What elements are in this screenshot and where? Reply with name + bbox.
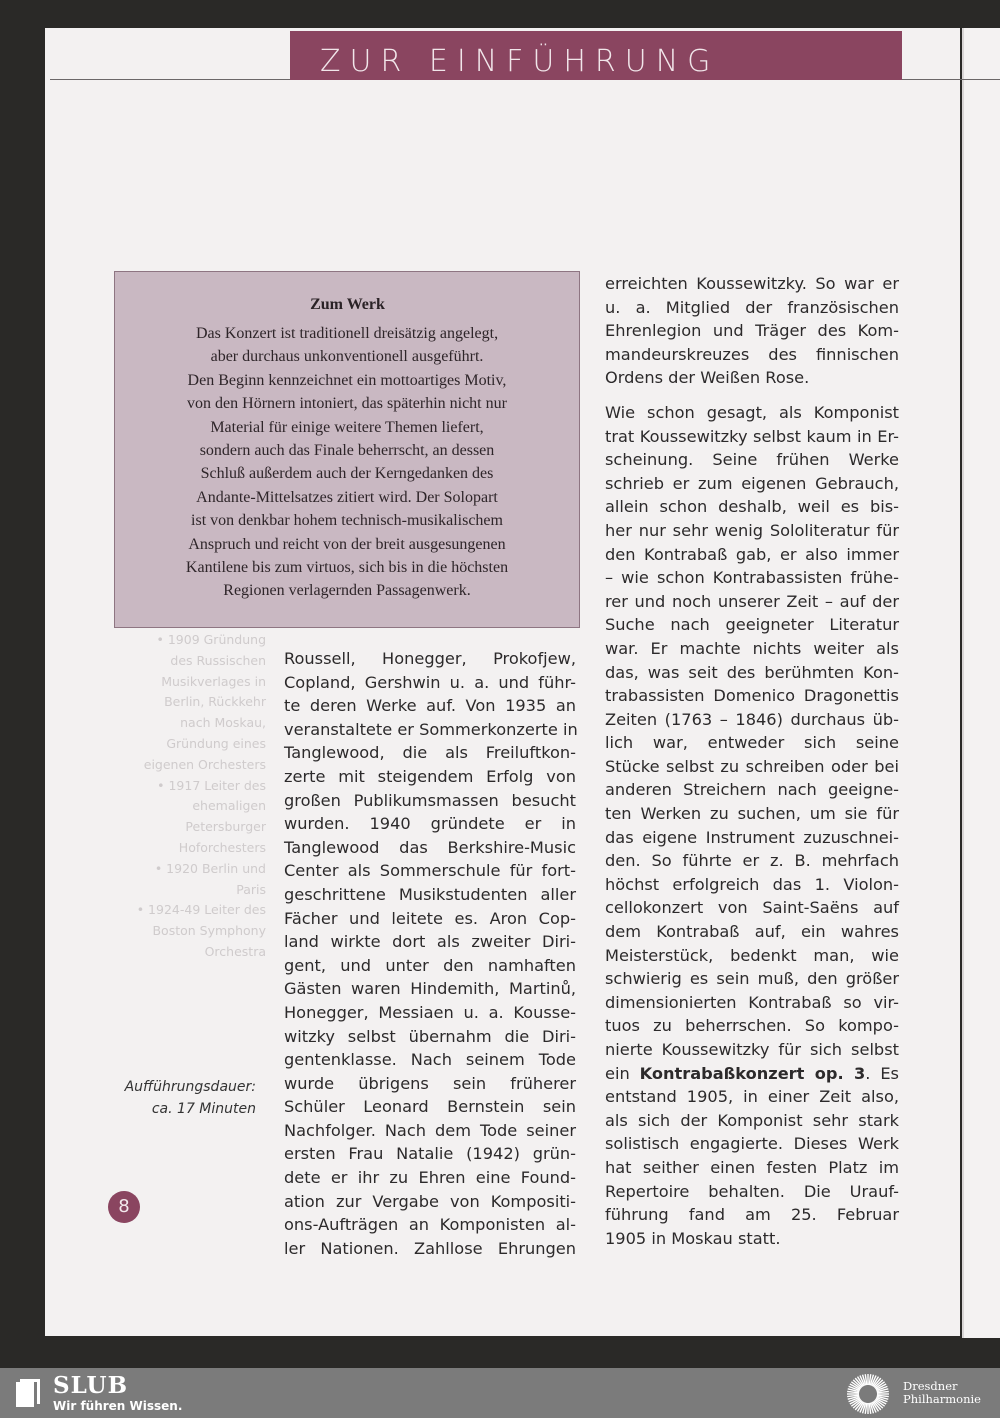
text-line: Ordens der Weißen Rose.	[605, 368, 810, 388]
work-title-bold: Kontrabaßkonzert op. 3	[639, 1063, 866, 1083]
text-line: entstand 1905, in einer Zeit also,	[605, 1087, 899, 1107]
duration-label: Aufführungsdauer:	[124, 1079, 256, 1095]
text-line: solistisch engagierte. Dieses Werk	[605, 1134, 899, 1154]
text-line: Ehrenlegion und Träger des Kom-	[605, 321, 899, 341]
ghost-line: • 1920 Berlin und	[154, 860, 266, 876]
ghost-line: Petersburger	[185, 819, 266, 835]
duration-value: ca. 17 Minuten	[151, 1101, 256, 1117]
ghost-line: • 1909 Gründung	[156, 632, 266, 647]
text-line: tuos zu beherrschen. So kompo-	[605, 1016, 899, 1036]
info-box-line: Material für einige weitere Themen liefert,	[210, 418, 484, 436]
info-box-line: Anspruch und reicht von der breit ausgesungenen	[188, 535, 506, 553]
next-page-edge	[962, 28, 1000, 1338]
info-box-line: Kantilene bis zum virtuos, sich bis in die höchsten	[185, 559, 509, 577]
text-line: Copland, Gershwin u. a. und führ-	[284, 672, 576, 692]
text-line: witzky selbst übernahm die Diri-	[284, 1026, 576, 1046]
text-line: den. So führte er z. B. mehrfach	[605, 851, 899, 871]
text-line: ons-Aufträgen an Komponisten al-	[284, 1215, 576, 1235]
ghost-line: • 1924-49 Leiter des	[136, 902, 266, 918]
text-line: dete er ihr zu Ehren eine Found-	[284, 1168, 576, 1188]
partner-name-line1: Dresdner	[903, 1379, 958, 1393]
info-box-heading: Zum Werk	[310, 296, 385, 313]
info-box-line: von den Hörnern intoniert, das späterhin nicht nur	[187, 395, 507, 413]
text-line: Tanglewood das Berkshire-Music	[284, 837, 576, 857]
text-line: schrieb er zum eigenen Gebrauch,	[605, 473, 899, 493]
text-line: veranstaltete er Sommerkonzerte in	[284, 719, 578, 739]
ghost-line: Berlin, Rückkehr	[164, 694, 266, 710]
text-line: ten Werken zu suchen, um sie für	[605, 804, 899, 824]
text-line: rer und noch unserer Zeit – auf der	[605, 591, 899, 611]
text-line: Roussell, Honegger, Prokofjew,	[284, 649, 576, 668]
info-box-line: Den Beginn kennzeichnet ein mottoartiges Motiv,	[187, 371, 507, 389]
middle-column-text	[284, 647, 576, 1260]
text-line: Suche nach geeigneter Literatur	[605, 615, 899, 635]
footer-bar	[0, 1368, 1000, 1418]
text-line: mandeurskreuzes des finnischen	[605, 344, 899, 364]
text-line-with-bold	[605, 1062, 899, 1086]
text-line: das eigene Instrument zuzuschnei-	[605, 827, 899, 847]
text-line: ation zur Vergabe von Kompositi-	[284, 1191, 576, 1211]
text-line: erreichten Koussewitzky. So war er	[605, 274, 899, 293]
paragraph-gap	[605, 390, 899, 401]
text-line: lich war, entweder sich seine	[605, 733, 899, 753]
philharmonie-logo-icon[interactable]	[842, 1372, 894, 1416]
text-line: Repertoire behalten. Die Urauf-	[605, 1181, 899, 1201]
text-line: ersten Frau Natalie (1942) grün-	[284, 1144, 576, 1164]
partner-name[interactable]	[903, 1380, 981, 1406]
text-line: Wie schon gesagt, als Komponist	[605, 402, 899, 422]
text-line: gent, und unter den namhaften	[284, 955, 576, 975]
text-line: großen Publikumsmassen besucht	[284, 790, 576, 810]
info-box-line: Andante-Mittelsatzes zitiert wird. Der Solopart	[196, 488, 498, 506]
ghost-line: des Russischen	[170, 652, 266, 668]
text-line: Fächer und leitete es. Aron Cop-	[284, 908, 576, 928]
text-line: ler Nationen. Zahllose Ehrungen	[284, 1238, 576, 1258]
text-line: trat Koussewitzky selbst kaum in Er-	[605, 426, 899, 446]
text-line: Honegger, Messiaen u. a. Kousse-	[284, 1002, 576, 1022]
info-box-line: aber durchaus unkonventionell ausgeführt.	[210, 348, 484, 366]
section-title: ZUR EINFÜHRUNG	[320, 44, 720, 79]
text-line: cellokonzert von Saint-Saëns auf	[605, 898, 899, 918]
text-line: führung fand am 25. Februar	[605, 1205, 899, 1225]
text-line: land wirkte dort als zweiter Diri-	[284, 932, 576, 952]
text-line: – wie schon Kontrabassisten frühe-	[605, 568, 899, 588]
ghost-line: Orchestra	[204, 943, 266, 959]
text-line: schwierig es sein muß, den größer	[605, 969, 899, 989]
ghost-line: eigenen Orchesters	[143, 756, 266, 772]
partner-name-line2: Philharmonie	[903, 1392, 981, 1406]
text-line: zerte mit steigendem Erfolg von	[284, 766, 576, 786]
info-box-line: Regionen verlagernden Passagenwerk.	[223, 582, 471, 600]
text-line: dem Kontrabaß auf, ein wahres	[605, 922, 899, 942]
ghost-line: nach Moskau,	[180, 715, 266, 731]
info-box-text	[114, 322, 580, 603]
text-line: Center als Sommerschule für fort-	[284, 861, 576, 881]
text-line: anderen Streichern nach geeigne-	[605, 780, 899, 800]
text-line: hat seither einen festen Platz im	[605, 1157, 899, 1177]
page-number-badge: 8	[108, 1191, 140, 1223]
text-line: her nur sehr wenig Sololiteratur für	[605, 520, 899, 540]
text-line: scheinung. Seine frühen Werke	[605, 450, 899, 470]
text-line: wurden. 1940 gründete er in	[284, 814, 576, 834]
text-run: ein	[605, 1063, 640, 1083]
text-line: Stücke selbst zu schreiben oder bei	[605, 756, 899, 776]
text-line: allein schon deshalb, weil es bis-	[605, 497, 899, 517]
ghost-line: Gründung eines	[166, 735, 266, 751]
ghost-line: Musikverlages in	[161, 673, 266, 689]
text-line: geschrittene Musikstudenten aller	[284, 884, 576, 904]
performance-duration	[100, 1076, 256, 1120]
slub-logo-text[interactable]: SLUB	[53, 1372, 129, 1399]
ghost-line: Boston Symphony	[152, 923, 266, 939]
text-line: Schüler Leonard Bernstein sein	[284, 1097, 576, 1117]
text-line: trabassisten Domenico Dragonettis	[605, 686, 899, 706]
text-line: Gästen waren Hindemith, Martinů,	[284, 979, 576, 999]
text-line: war. Er machte nichts weiter als	[605, 638, 899, 658]
ghost-line: • 1917 Leiter des	[157, 777, 266, 793]
info-box-line: ist von denkbar hohem technisch-musikalischem	[191, 512, 503, 530]
text-line: Zeiten (1763 – 1846) durchaus üb-	[605, 709, 899, 729]
ghost-line: ehemaligen	[192, 798, 266, 814]
slub-logo-icon	[14, 1377, 42, 1409]
text-line: u. a. Mitglied der französischen	[605, 297, 899, 317]
text-line: dimensionierten Kontrabaß so vir-	[605, 992, 899, 1012]
text-line: Nachfolger. Nach dem Tode seiner	[284, 1120, 576, 1140]
text-line: te deren Werke auf. Von 1935 an	[284, 696, 576, 716]
slub-tagline: Wir führen Wissen.	[53, 1399, 183, 1413]
text-line: gentenklasse. Nach seinem Tode	[284, 1050, 576, 1070]
show-through-text	[116, 630, 266, 963]
text-line: Tanglewood, die als Freiluftkon-	[284, 743, 576, 763]
text-line: 1905 in Moskau statt.	[605, 1228, 781, 1248]
text-line: wurde übrigens sein früherer	[284, 1073, 576, 1093]
right-column-text	[605, 272, 899, 1250]
text-line: Meisterstück, bedenkt man, wie	[605, 945, 899, 965]
info-box-line: sondern auch das Finale beherrscht, an dessen	[199, 442, 495, 460]
ghost-line: Hoforchesters	[178, 839, 266, 855]
text-line: das, was seit des berühmten Kon-	[605, 662, 899, 682]
text-line: höchst erfolgreich das 1. Violon-	[605, 874, 899, 894]
info-box-line: Schluß außerdem auch der Kerngedanken des	[200, 465, 494, 483]
text-run: . Es	[865, 1063, 899, 1083]
info-box-line: Das Konzert ist traditionell dreisätzig angelegt,	[195, 325, 499, 342]
text-line: nierte Koussewitzky für sich selbst	[605, 1040, 899, 1059]
text-line: als sich der Komponist sehr stark	[605, 1110, 899, 1130]
text-line: den Kontrabaß gab, er also immer	[605, 544, 899, 564]
ghost-line: Paris	[236, 881, 266, 897]
